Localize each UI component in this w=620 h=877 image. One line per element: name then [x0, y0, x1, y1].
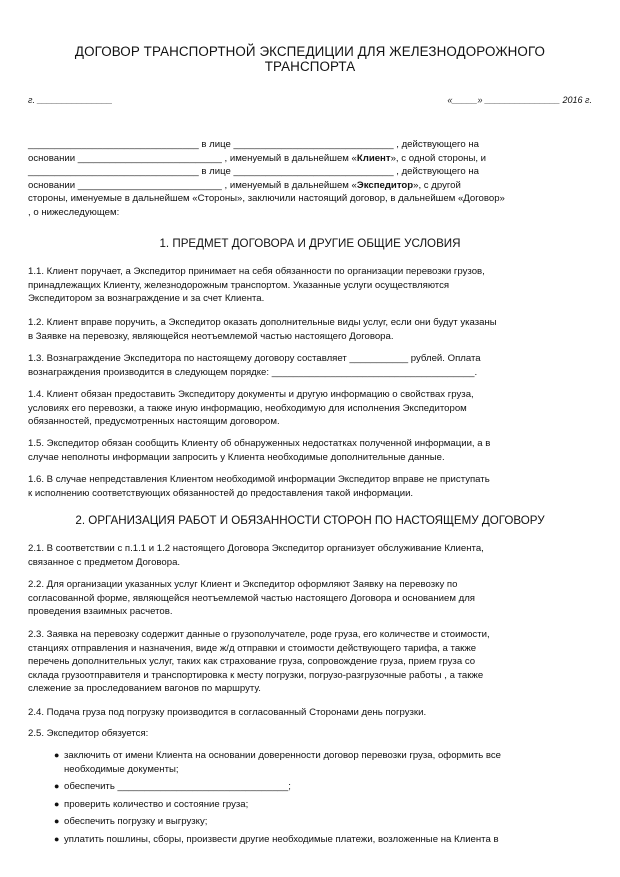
clause-1-3: 1.3. Вознаграждение Экспедитора по настоящему договору составляет ___________ рублей. Оплата вознаграждения производится в следующем порядке: ______________________________________.	[28, 353, 481, 378]
client-term: Клиент	[356, 152, 391, 164]
bullet-icon: ●	[54, 816, 60, 827]
parties-block	[28, 138, 594, 220]
parties-line-4: основании ___________________________ , именуемый в дальнейшем «Экспедитор», с другой	[28, 179, 461, 191]
parties-line-6: , о нижеследующем:	[28, 206, 120, 218]
parties-line-5: стороны, именуемые в дальнейшем «Стороны», заключили настоящий договор, в дальнейшем «Договор»	[28, 193, 505, 205]
city-field: г. _______________	[28, 95, 113, 105]
bullet-icon: ●	[54, 833, 60, 844]
clause-1-5: 1.5. Экспедитор обязан сообщить Клиенту об обнаруженных недостатках полученной информации, а в случае неполноты информации запросить у Клиента необходимые дополнительные данные.	[28, 438, 491, 463]
date-field: «_____» _______________ 2016 г.	[447, 95, 592, 105]
clause-1-2: 1.2. Клиент вправе поручить, а Экспедитор оказать дополнительные виды услуг, если они будут указаны в Заявке на перевозку, являющейся неотъемлемой частью настоящего Договора.	[28, 317, 497, 342]
clause-2-5: 2.5. Экспедитор обязуется:	[28, 728, 149, 739]
clause-2-2: 2.2. Для организации указанных услуг Клиент и Экспедитор оформляют Заявку на перевозку по согласованной форме, являющейся неотъемлемой частью настоящего Договора и основанием для проведения взаимных расчетов.	[28, 579, 476, 618]
list-item: ● уплатить пошлины, сборы, произвести другие необходимые платежи, возложенные на Клиента в	[54, 833, 499, 845]
bullet-icon: ●	[54, 798, 60, 809]
list-item: ● обеспечить ________________________________;	[54, 781, 291, 793]
clause-1-1: 1.1. Клиент поручает, а Экспедитор принимает на себя обязанности по организации перевозки грузов, принадлежащих Клиенту, железнодорожным транспортом. Указанные услуги осуществляются Экспедитором за вознаграждение и за счет Клиента.	[28, 266, 485, 305]
forwarder-term: Экспедитор	[356, 179, 414, 191]
parties-line-3: ________________________________ в лице ______________________________ , действующего на	[28, 166, 479, 178]
section-1-heading: 1. ПРЕДМЕТ ДОГОВОРА И ДРУГИЕ ОБЩИЕ УСЛОВИЯ	[159, 237, 461, 250]
bullet-icon: ●	[54, 750, 60, 760]
section-2-heading: 2. ОРГАНИЗАЦИЯ РАБОТ И ОБЯЗАННОСТИ СТОРОН ПО НАСТОЯЩЕМУ ДОГОВОРУ	[75, 514, 545, 527]
bullet-icon: ●	[54, 781, 60, 792]
clause-2-1: 2.1. В соответствии с п.1.1 и 1.2 настоящего Договора Экспедитор организует обслуживание Клиента, связанное с предметом Договора.	[28, 543, 484, 568]
title-line-1: ДОГОВОР ТРАНСПОРТНОЙ ЭКСПЕДИЦИИ ДЛЯ ЖЕЛЕЗНОДОРОЖНОГО	[74, 44, 546, 59]
list-item: ● заключить от имени Клиента на основании доверенности договор перевозки груза, оформить все необходимые документы;	[54, 750, 501, 775]
clause-1-6: 1.6. В случае непредставления Клиентом необходимой информации Экспедитор вправе не приступать к исполнению соответствующих обязанностей до предоставления такой информации.	[28, 474, 490, 499]
clause-1-4: 1.4. Клиент обязан предоставить Экспедитору документы и другую информацию о свойствах груза, условиях его перевозки, а также иную информацию, необходимую для исполнения Экспедитором обязанностей, предусмотренных настоящим договором.	[28, 389, 474, 428]
obligations-list	[54, 749, 594, 851]
title-line-2: ТРАНСПОРТА	[264, 59, 356, 74]
clause-2-4: 2.4. Подача груза под погрузку производится в согласованный Сторонами день погрузки.	[28, 707, 427, 718]
document-title	[30, 44, 590, 74]
list-item: ● обеспечить погрузку и выгрузку;	[54, 816, 208, 828]
parties-line-1: ________________________________ в лице ______________________________ , действующего на	[28, 139, 479, 150]
list-item: ● проверить количество и состояние груза;	[54, 798, 249, 810]
parties-line-2: основании ___________________________ , именуемый в дальнейшем «Клиент», с одной стороны, и	[28, 152, 487, 164]
clause-2-3: 2.3. Заявка на перевозку содержит данные о грузополучателе, роде груза, его количестве и стоимости, станциях отправления и назначения, виде ж/д отправки и стоимости действующего тарифа, а также перечень дополнительных услуг, таких как страхование груза, сопровождение груза, прием груза со склада грузоотправителя и транспортировка к месту погрузки, погрузо-разгрузочные работы , а также слежение за проследованием вагонов по маршруту.	[28, 629, 490, 695]
